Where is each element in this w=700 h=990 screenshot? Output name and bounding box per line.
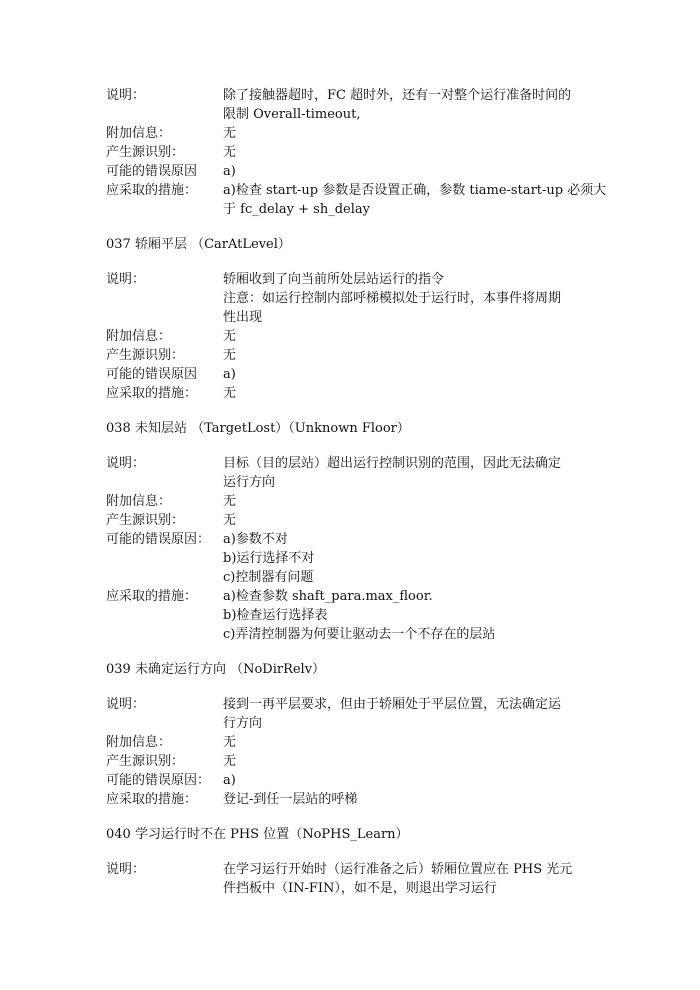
section-heading-037: 037 轿厢平层 （CarAtLevel） xyxy=(106,237,291,252)
value-description-line: 除了接触器超时，FC 超时外，还有一对整个运行准备时间的 xyxy=(223,88,572,103)
value-source-id: 无 xyxy=(223,348,237,363)
label-description: 说明： xyxy=(106,272,146,287)
value-action-line: a)检查 start-up 参数是否设置正确，参数 tiame-start-up 必须大 xyxy=(223,183,607,198)
value-description-line: 轿厢收到了向当前所处层站运行的指令 xyxy=(223,272,445,287)
label-possible-cause: 可能的错误原因： xyxy=(106,532,211,547)
value-source-id: 无 xyxy=(223,145,237,160)
label-action: 应采取的措施： xyxy=(106,589,198,604)
label-description: 说明： xyxy=(106,697,146,712)
value-action-line: c)弄清控制器为何要让驱动去一个不存在的层站 xyxy=(223,627,496,642)
value-additional-info: 无 xyxy=(223,126,237,141)
value-source-id: 无 xyxy=(223,754,237,769)
label-action: 应采取的措施： xyxy=(106,183,198,198)
value-description-line: 件挡板中（IN-FIN），如不是，则退出学习运行 xyxy=(223,881,497,896)
value-action: 无 xyxy=(223,386,237,401)
value-source-id: 无 xyxy=(223,513,237,528)
label-possible-cause: 可能的错误原因： xyxy=(106,773,211,788)
label-possible-cause: 可能的错误原因 xyxy=(106,164,198,179)
value-additional-info: 无 xyxy=(223,494,237,509)
label-source-id: 产生源识别： xyxy=(106,513,185,528)
label-additional-info: 附加信息： xyxy=(106,735,172,750)
label-action: 应采取的措施： xyxy=(106,386,198,401)
value-action-line: a)检查参数 shaft_para.max_floor. xyxy=(223,589,433,604)
label-additional-info: 附加信息： xyxy=(106,494,172,509)
value-additional-info: 无 xyxy=(223,329,237,344)
value-description-line: 限制 Overall-timeout, xyxy=(223,107,361,122)
label-source-id: 产生源识别： xyxy=(106,348,185,363)
value-description-line: 目标（目的层站）超出运行控制识别的范围，因此无法确定 xyxy=(223,456,562,471)
value-possible-cause: a) xyxy=(223,367,236,382)
value-description-line: 行方向 xyxy=(223,716,263,731)
label-source-id: 产生源识别： xyxy=(106,145,185,160)
value-description-line: 在学习运行开始时（运行准备之后）轿厢位置应在 PHS 光元 xyxy=(223,862,573,877)
section-heading-040: 040 学习运行时不在 PHS 位置（NoPHS_Learn） xyxy=(106,827,409,842)
label-additional-info: 附加信息： xyxy=(106,126,172,141)
section-heading-039: 039 未确定运行方向 （NoDirRelv） xyxy=(106,662,326,677)
label-action: 应采取的措施： xyxy=(106,792,198,807)
value-description-line: 运行方向 xyxy=(223,475,276,490)
value-action-line: 于 fc_delay + sh_delay xyxy=(223,202,370,217)
section-heading-038: 038 未知层站 （TargetLost）（Unknown Floor） xyxy=(106,421,410,436)
label-description: 说明： xyxy=(106,88,146,103)
label-source-id: 产生源识别： xyxy=(106,754,185,769)
value-action: 登记-到任一层站的呼梯 xyxy=(223,792,358,807)
label-description: 说明： xyxy=(106,862,146,877)
value-description-line: 注意：如运行控制内部呼梯模拟处于运行时，本事件将周期 xyxy=(223,291,562,306)
label-additional-info: 附加信息： xyxy=(106,329,172,344)
label-possible-cause: 可能的错误原因 xyxy=(106,367,198,382)
value-possible-cause: a) xyxy=(223,773,236,788)
value-possible-cause-line: b)运行选择不对 xyxy=(223,551,315,566)
value-possible-cause-line: a)参数不对 xyxy=(223,532,288,547)
value-action-line: b)检查运行选择表 xyxy=(223,608,328,623)
value-description-line: 性出现 xyxy=(223,310,263,325)
value-description-line: 接到一再平层要求，但由于轿厢处于平层位置，无法确定运 xyxy=(223,697,562,712)
value-possible-cause-line: c)控制器有问题 xyxy=(223,570,314,585)
value-additional-info: 无 xyxy=(223,735,237,750)
label-description: 说明： xyxy=(106,456,146,471)
value-possible-cause: a) xyxy=(223,164,236,179)
